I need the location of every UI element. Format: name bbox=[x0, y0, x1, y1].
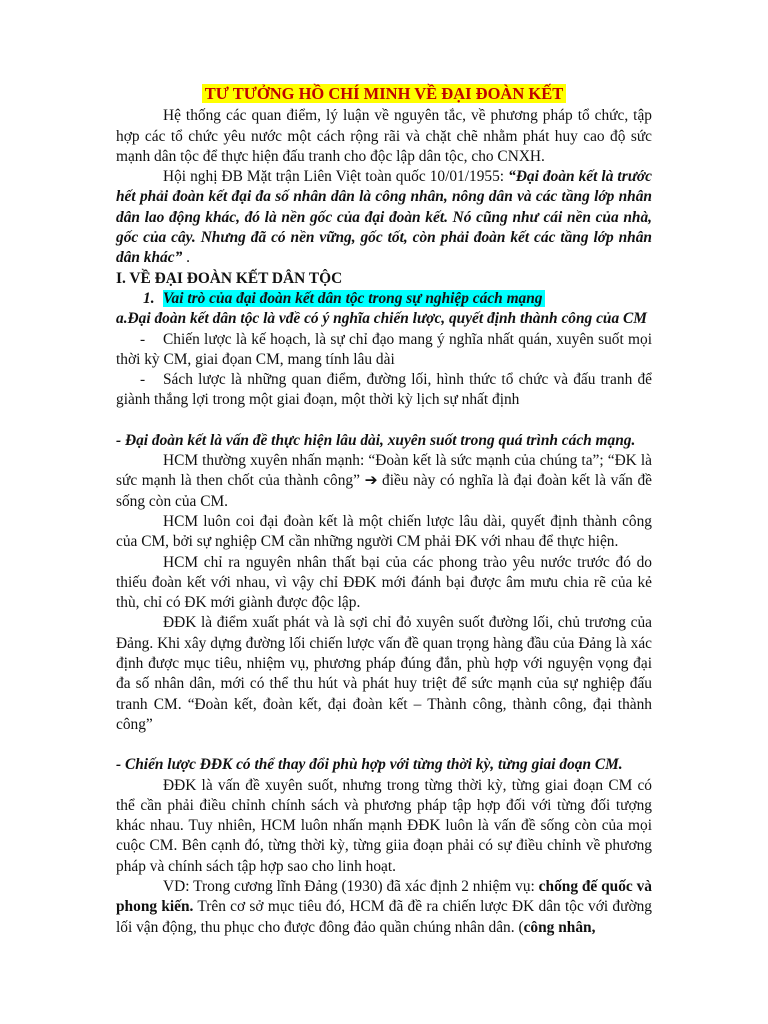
bullet-item-tactic bbox=[116, 370, 652, 411]
subsection-number: 1. bbox=[143, 289, 155, 307]
spacer bbox=[116, 411, 652, 431]
quote-text: “Đại đoàn kết là trước hết phải đoàn kết đại đa số nhân dân là công nhân, nông dân và các tầng lớp nhân dân lao động khác, đó là nền gốc của đại đoàn kết. Nó cũng như cái nền của nhà, gốc của cây. Nhưng đã có nền vững, gốc tốt, còn phải đoàn kết các tầng lớp nhân dân khác” bbox=[116, 168, 653, 267]
document-body bbox=[116, 84, 652, 938]
point-a-heading: a.Đại đoàn kết dân tộc là vđề có ý nghĩa chiến lược, quyết định thành công của CM bbox=[116, 310, 647, 328]
quote-prefix: Hội nghị ĐB Mặt trận Liên Việt toàn quốc 10/01/1955: bbox=[163, 168, 509, 186]
paragraph-3: HCM chỉ ra nguyên nhân thất bại của các phong trào yêu nước trước đó do thiếu đoàn kết với nhau, vì vậy chỉ ĐĐK mới đánh bại được âm mưu chia rẽ của kẻ thù, chỉ có ĐK mới giành được độc lập. bbox=[116, 553, 652, 612]
quote-suffix: . bbox=[182, 249, 190, 267]
example-intro: VD: Trong cương lĩnh Đảng (1930) đã xác định 2 nhiệm vụ: bbox=[163, 877, 539, 895]
paragraph-2: HCM luôn coi đại đoàn kết là một chiến lược lâu dài, quyết định thành công của CM, bởi sự nghiệp CM cần những người CM phải ĐK với nhau để thực hiện. bbox=[116, 512, 652, 551]
bullet-text: Sách lược là những quan điểm, đường lối, hình thức tổ chức và đấu tranh để giành thắng lợi trong một giai đoạn, một thời kỳ lịch sự nhất định bbox=[116, 371, 652, 409]
subsection-heading bbox=[116, 289, 652, 309]
paragraph-6 bbox=[116, 877, 652, 938]
example-bold-tasks: chống đế quốc và phong kiến. bbox=[116, 877, 653, 916]
spacer bbox=[116, 735, 652, 755]
longterm-heading: - Đại đoàn kết là vấn đề thực hiện lâu dài, xuyên suốt trong quá trình cách mạng. bbox=[116, 431, 636, 449]
bullet-dash: - bbox=[140, 330, 146, 348]
title-block bbox=[116, 84, 652, 105]
subsection-title: Vai trò của đại đoàn kết dân tộc trong sự nghiệp cách mạng bbox=[163, 289, 543, 307]
paragraph-1: HCM thường xuyên nhấn mạnh: “Đoàn kết là sức mạnh của chúng ta”; “ĐK là sức mạnh là then chốt của thành công” ➔ điều này có nghĩa là đại đoàn kết là vấn đề sống còn của CM. bbox=[116, 452, 652, 510]
example-bold-workers: công nhân, bbox=[523, 918, 596, 936]
intro-paragraph: Hệ thống các quan điểm, lý luận về nguyên tắc, về phương pháp tổ chức, tập hợp các tổ chức yêu nước một cách rộng rãi và chặt chẽ nhằm phát huy cao độ sức mạnh dân tộc để thực hiện đấu tranh cho độc lập dân tộc, cho CNXH. bbox=[116, 107, 652, 165]
section-heading: I. VỀ ĐẠI ĐOÀN KẾT DÂN TỘC bbox=[116, 269, 343, 287]
paragraph-5: ĐĐK là vấn đề xuyên suốt, nhưng trong từng thời kỳ, từng giai đoạn CM có thể cần phải điều chỉnh chính sách và phương pháp tập hợp đối với từng đối tượng khác nhau. Tuy nhiên, HCM luôn nhấn mạnh ĐĐK luôn là vấn đề sống còn của mọi cuộc CM. Bên cạnh đó, từng thời kỳ, từng giia đoạn phải có sự điều chỉnh về phương pháp và chính sách tập hợp sao cho linh hoạt. bbox=[116, 776, 652, 875]
bullet-dash: - bbox=[140, 371, 146, 389]
example-body: Trên cơ sở mục tiêu đó, HCM đã đề ra chiến lược ĐK dân tộc với đường lối vận động, thu phục cho được đông đảo quần chúng nhân dân. ( bbox=[116, 898, 652, 936]
quote-paragraph bbox=[116, 167, 652, 268]
bullet-text: Chiến lược là kế hoạch, là sự chỉ đạo mang ý nghĩa nhất quán, xuyên suốt mọi thời kỳ CM, giai đọan CM, mang tính lâu dài bbox=[116, 330, 652, 368]
paragraph-4: ĐĐK là điểm xuất phát và là sợi chỉ đỏ xuyên suốt đường lối, chủ trương của Đảng. Khi xây dựng đường lối chiến lược vấn đề quan trọng hàng đầu của Đảng là xác định được mục tiêu, nhiệm vụ, phương pháp đúng đắn, phù hợp với nguyện vọng đại đa số nhân dân, mới có thể thu hút và phát huy triệt để sức mạnh của sự nghiệp đấu tranh CM. “Đoàn kết, đoàn kết, đại đoàn kết – Thành công, thành công, đại thành công” bbox=[116, 614, 652, 733]
bullet-item-strategy bbox=[116, 330, 652, 371]
strategy-heading: - Chiến lược ĐĐK có thể thay đổi phù hợp với từng thời kỳ, từng giai đoạn CM. bbox=[116, 756, 623, 774]
page-title: TƯ TƯỞNG HỒ CHÍ MINH VỀ ĐẠI ĐOÀN KẾT bbox=[202, 84, 566, 103]
